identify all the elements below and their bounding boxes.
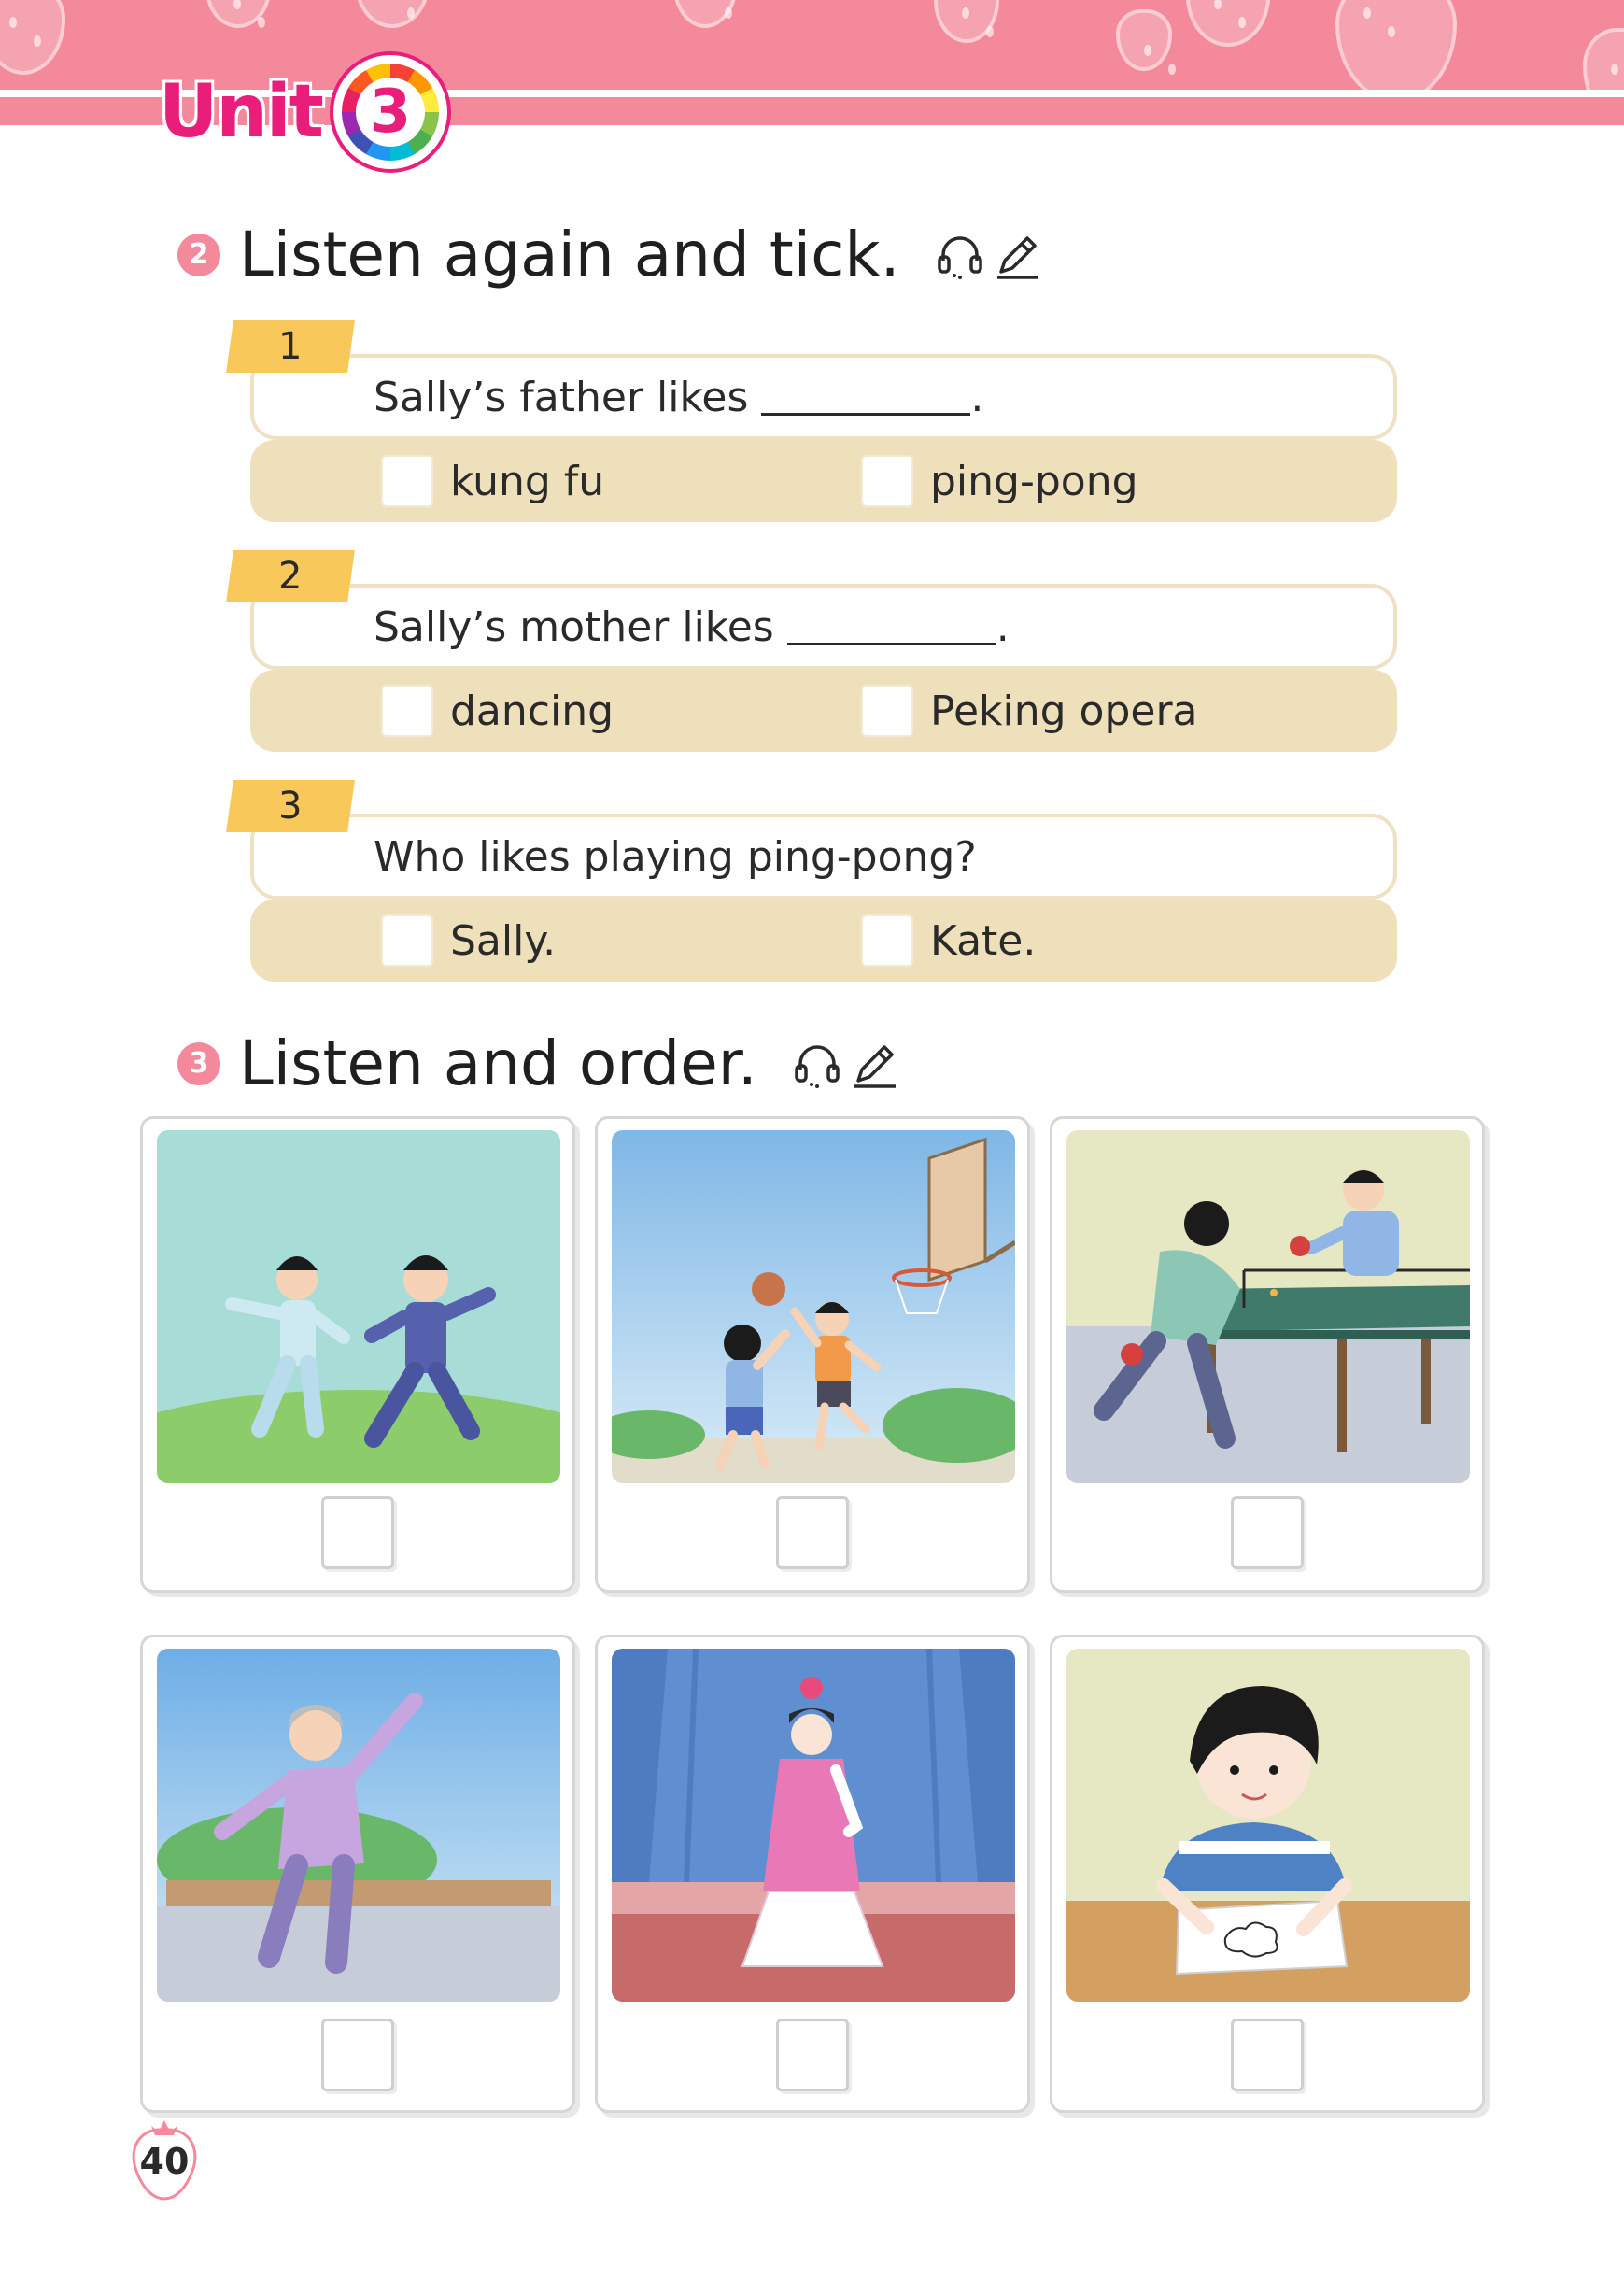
question-1-number-tag bbox=[226, 320, 355, 373]
order-box[interactable] bbox=[321, 2019, 394, 2091]
option-ping-pong[interactable] bbox=[861, 451, 1138, 511]
strawberry-decoration-icon bbox=[672, 0, 738, 28]
unit-label bbox=[159, 56, 447, 168]
headphones-icon bbox=[934, 229, 986, 281]
unit-number: 3 bbox=[356, 78, 425, 147]
picture-card-1 bbox=[140, 1116, 575, 1593]
tick-box[interactable] bbox=[381, 455, 433, 507]
section-2-title: Listen again and tick. bbox=[239, 219, 900, 290]
section-2-number: 2 bbox=[177, 234, 220, 276]
order-box[interactable] bbox=[1231, 1496, 1304, 1569]
strawberry-decoration-icon bbox=[0, 0, 65, 75]
question-2 bbox=[230, 550, 1397, 756]
question-2-prompt-box bbox=[250, 584, 1397, 670]
picture-card-6 bbox=[1050, 1635, 1485, 2113]
question-1-end: . bbox=[970, 373, 984, 421]
tick-box[interactable] bbox=[861, 914, 913, 967]
question-2-options bbox=[250, 670, 1397, 752]
option-label: Peking opera bbox=[930, 687, 1198, 735]
unit-number-badge bbox=[333, 55, 447, 169]
question-1-prompt-box bbox=[250, 354, 1397, 440]
question-3-prompt-box bbox=[250, 814, 1397, 900]
option-label: dancing bbox=[450, 687, 614, 735]
section-3-heading bbox=[177, 1027, 901, 1099]
tick-box[interactable] bbox=[861, 685, 913, 737]
option-label: ping-pong bbox=[930, 457, 1138, 505]
strawberry-decoration-icon bbox=[1116, 9, 1172, 71]
question-2-blank[interactable] bbox=[787, 608, 996, 645]
tick-box[interactable] bbox=[381, 914, 433, 967]
question-1-number: 1 bbox=[278, 325, 303, 368]
page-number: 40 bbox=[139, 2141, 190, 2182]
pencil-icon bbox=[992, 229, 1044, 281]
option-kate[interactable] bbox=[861, 911, 1036, 970]
option-dancing[interactable] bbox=[381, 681, 614, 741]
page-number-badge bbox=[127, 2113, 202, 2203]
question-2-number: 2 bbox=[278, 555, 303, 598]
basketball-picture bbox=[612, 1130, 1015, 1483]
dancing-grandma-picture bbox=[157, 1649, 560, 2002]
section-3-number: 3 bbox=[177, 1042, 220, 1085]
question-2-end: . bbox=[996, 602, 1010, 651]
order-box[interactable] bbox=[321, 1496, 394, 1569]
question-1-prompt: Sally’s father likes bbox=[374, 373, 749, 421]
question-3-prompt: Who likes playing ping-pong? bbox=[374, 832, 977, 881]
peking-opera-picture bbox=[612, 1649, 1015, 2002]
order-box[interactable] bbox=[776, 1496, 849, 1569]
question-3-number-tag bbox=[226, 780, 355, 832]
option-kung-fu[interactable] bbox=[381, 451, 604, 511]
option-label: kung fu bbox=[450, 457, 605, 505]
question-3-number: 3 bbox=[278, 785, 303, 828]
picture-card-3 bbox=[1050, 1116, 1485, 1593]
kung-fu-picture bbox=[157, 1130, 560, 1483]
option-sally[interactable] bbox=[381, 911, 556, 970]
question-2-prompt: Sally’s mother likes bbox=[374, 602, 774, 651]
question-3-options bbox=[250, 900, 1397, 982]
question-1 bbox=[230, 320, 1397, 526]
strawberry-decoration-icon bbox=[355, 0, 430, 28]
strawberry-decoration-icon bbox=[205, 0, 271, 28]
question-1-options bbox=[250, 440, 1397, 522]
question-3 bbox=[230, 780, 1397, 985]
picture-card-2 bbox=[595, 1116, 1030, 1593]
strawberry-decoration-icon bbox=[1335, 0, 1457, 90]
option-label: Kate. bbox=[930, 916, 1037, 965]
ping-pong-picture bbox=[1066, 1130, 1470, 1483]
unit-word: Unit bbox=[159, 70, 322, 154]
drawing-boy-picture bbox=[1066, 1649, 1470, 2002]
question-1-blank[interactable] bbox=[761, 378, 970, 416]
option-label: Sally. bbox=[450, 916, 557, 965]
option-peking-opera[interactable] bbox=[861, 681, 1198, 741]
strawberry-decoration-icon bbox=[1583, 28, 1624, 90]
headphones-icon bbox=[791, 1038, 843, 1090]
section-3-title: Listen and order. bbox=[239, 1027, 757, 1099]
tick-box[interactable] bbox=[861, 455, 913, 507]
picture-card-5 bbox=[595, 1635, 1030, 2113]
pencil-icon bbox=[849, 1038, 901, 1090]
tick-box[interactable] bbox=[381, 685, 433, 737]
order-box[interactable] bbox=[1231, 2019, 1304, 2091]
strawberry-decoration-icon bbox=[1186, 0, 1270, 47]
strawberry-decoration-icon bbox=[934, 0, 999, 43]
section-2-heading bbox=[177, 219, 1044, 290]
picture-card-4 bbox=[140, 1635, 575, 2113]
question-2-number-tag bbox=[226, 550, 355, 602]
order-box[interactable] bbox=[776, 2019, 849, 2091]
